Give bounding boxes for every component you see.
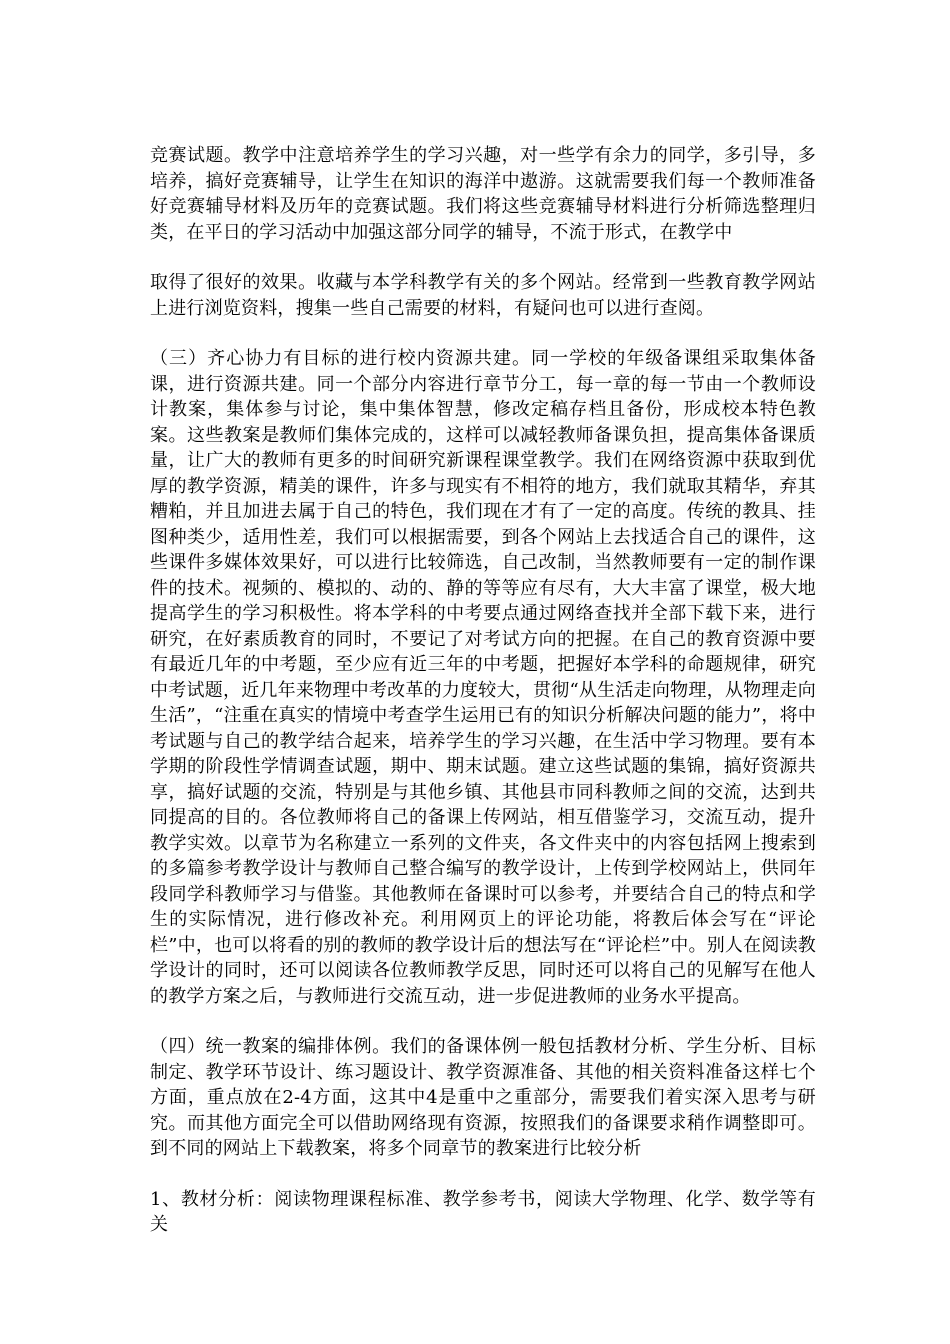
paragraph-gap bbox=[150, 245, 816, 270]
paragraph-gap bbox=[150, 321, 816, 346]
document-page bbox=[150, 143, 816, 1238]
paragraph-5: 1、教材分析：阅读物理课程标准、教学参考书，阅读大学物理、化学、数学等有关 bbox=[150, 1188, 816, 1235]
paragraph-2: 取得了很好的效果。收藏与本学科教学有关的多个网站。经常到一些教育教学网站上进行浏览资料，搜集一些自己需要的材料，有疑问也可以进行查阅。 bbox=[150, 272, 816, 319]
paragraph-3: （三）齐心协力有目标的进行校内资源共建。同一学校的年级备课组采取集体备课，进行资源共建。同一个部分内容进行章节分工，每一章的每一节由一个教师设计教案，集体参与讨论，集中集体智慧，修改定稿存档且备份，形成校本特色教案。这些教案是教师们集体完成的，这样可以减轻教师备课负担，提高集体备课质量，让广大的教师有更多的时间研究新课程课堂教学。我们在网络资源中获取到优厚的教学资源，精美的课件，许多与现实有不相符的地方，我们就取其精华，弃其糟粕，并且加进去属于自己的特色，我们现在才有了一定的高度。传统的教具、挂图种类少，适用性差，我们可以根据需要，到各个网站上去找适合自己的课件，这些课件多媒体效果好，可以进行比较筛选，自己改制，当然教师要有一定的制作课件的技术。视频的、模拟的、动的、静的等等应有尽有，大大丰富了课堂，极大地提高学生的学习积极性。将本学科的中考要点通过网络查找并全部下载下来，进行研究，在好素质教育的同时，不要记了对考试方向的把握。在自己的教育资源中要有最近几年的中考题，至少应有近三年的中考题，把握好本学科的命题规律，研究中考试题，近几年来物理中考改革的力度较大，贯彻“从生活走向物理，从物理走向生活”，“注重在真实的情境中考查学生运用已有的知识分析解决问题的能力”，将中考试题与自己的教学结合起来，培养学生的学习兴趣，在生活中学习物理。要有本学期的阶段性学情调查试题，期中、期末试题。建立这些试题的集锦，搞好资源共享，搞好试题的交流，特别是与其他乡镇、其他县市同科教师之间的交流，达到共同提高的目的。各位教师将自己的备课上传网站，相互借鉴学习，交流互动，提升教学实效。以章节为名称建立一系列的文件夹，各文件夹中的内容包括网上搜索到的多篇参考教学设计与教师自己整合编写的教学设计，上传到学校网站上，供同年段同学科教师学习与借鉴。其他教师在备课时可以参考，并要结合自己的特点和学生的实际情况，进行修改补充。利用网页上的评论功能，将教后体会写在“评论栏”中，也可以将看的别的教师的教学设计后的想法写在“评论栏”中。别人在阅读教学设计的同时，还可以阅读各位教师教学反思，同时还可以将自己的见解写在他人的教学方案之后，与教师进行交流互动，进一步促进教师的业务水平提高。 bbox=[150, 348, 816, 1007]
paragraph-gap bbox=[150, 1162, 816, 1187]
paragraph-1: 竞赛试题。教学中注意培养学生的学习兴趣，对一些学有余力的同学，多引导，多培养，搞好竞赛辅导，让学生在知识的海洋中遨游。这就需要我们每一个教师准备好竞赛辅导材料及历年的竞赛试题。我们将这些竞赛辅导材料进行分析筛选整理归类，在平日的学习活动中加强这部分同学的辅导，不流于形式，在教学中 bbox=[150, 145, 816, 243]
paragraph-4: （四）统一教案的编排体例。我们的备课体例一般包括教材分析、学生分析、目标制定、教学环节设计、练习题设计、教学资源准备、其他的相关资料准备这样七个方面，重点放在2-4方面，这其中4是重中之重部分，需要我们着实深入思考与研究。而其他方面完全可以借助网络现有资源，按照我们的备课要求稍作调整即可。到不同的网站上下载教案，将多个同章节的教案进行比较分析 bbox=[150, 1036, 816, 1159]
paragraph-gap bbox=[150, 1009, 816, 1034]
